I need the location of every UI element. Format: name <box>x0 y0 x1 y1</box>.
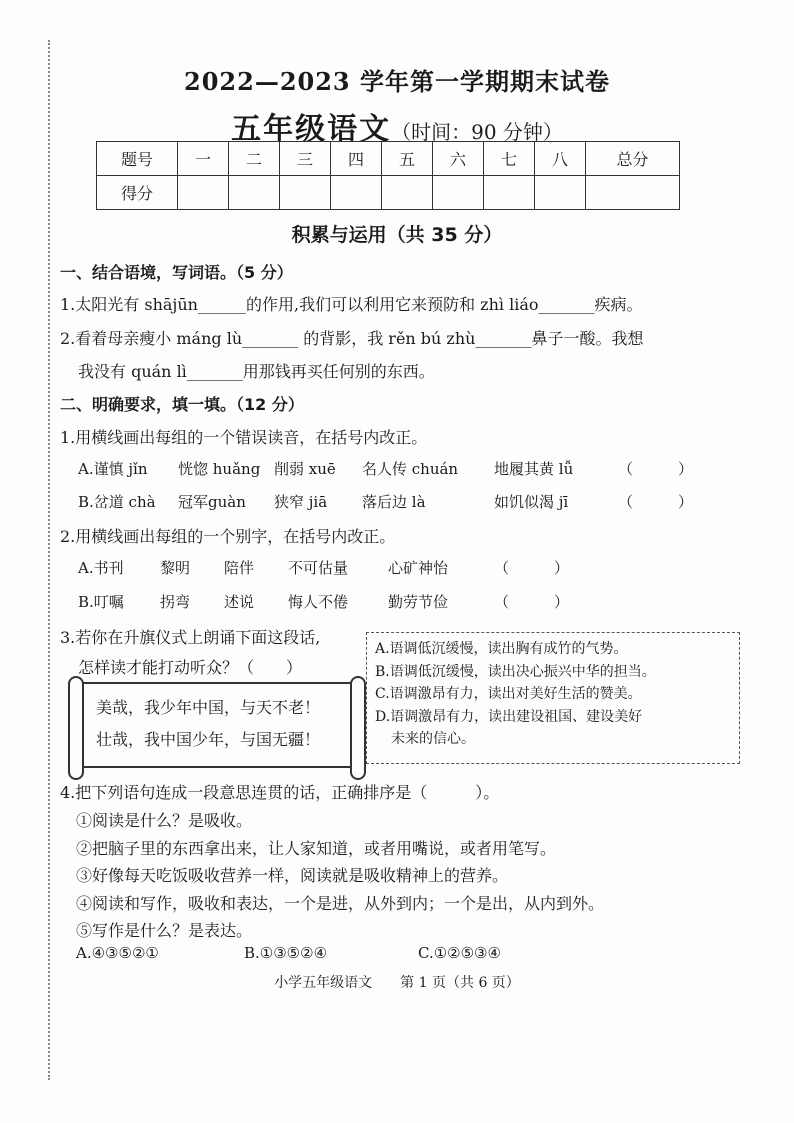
order-choices <box>76 944 501 962</box>
pinyin-item: 冠军guàn <box>178 493 246 511</box>
typo-item: B.叮嘱 <box>78 593 124 611</box>
section-title: 积累与运用（共 35 分） <box>291 224 503 246</box>
score-input-cell[interactable] <box>586 176 680 210</box>
part1-question-1: 1.太阳光有 shājūn______的作用,我们可以利用它来预防和 zhì liáo_______疾病。 <box>60 295 643 314</box>
option-b: B.语调低沉缓慢，读出决心振兴中华的担当。 <box>375 663 656 680</box>
part1-heading: 一、结合语境，写词语。（5 分） <box>60 263 293 282</box>
pinyin-item: 地履其黄 lǚ <box>494 460 574 478</box>
pinyin-item: 恍惚 huǎng <box>178 460 261 478</box>
part1-question-2-cont: 我没有 quán lì_______用那钱再买任何别的东西。 <box>78 362 435 381</box>
pinyin-item: 削弱 xuē <box>274 460 336 478</box>
score-table-cell: 六 <box>433 142 484 176</box>
typo-item: A.书刊 <box>78 559 124 577</box>
part2-heading: 二、明确要求，填一填。（12 分） <box>60 395 304 414</box>
score-table-cell: 五 <box>382 142 433 176</box>
typo-item: 述说 <box>224 593 255 611</box>
quote-line: 壮哉，我中国少年，与国无疆！ <box>96 730 321 749</box>
score-input-cell[interactable] <box>178 176 229 210</box>
typo-item: 不可估量 <box>288 559 349 577</box>
typo-item: 拐弯 <box>160 593 191 611</box>
order-choice-c: C.①②⑤③④ <box>418 944 501 962</box>
answer-bracket[interactable]: （ ） <box>618 493 694 511</box>
score-input-cell[interactable] <box>535 176 586 210</box>
part2-question-4: 4.把下列语句连成一段意思连贯的话，正确排序是（ ）。 <box>60 783 500 802</box>
scroll-left-roll <box>68 676 84 780</box>
score-table-cell: 总分 <box>586 142 680 176</box>
pinyin-row-b <box>78 491 693 512</box>
sentence-item: ③好像每天吃饭吸收营养一样，阅读就是吸收精神上的营养。 <box>76 866 509 885</box>
sentence-item: ②把脑子里的东西拿出来，让人家知道，或者用嘴说，或者用笔写。 <box>76 839 557 858</box>
score-table-cell: 八 <box>535 142 586 176</box>
answer-bracket[interactable]: （ ） <box>494 593 570 611</box>
pinyin-item: 狭窄 jiā <box>274 493 328 511</box>
pinyin-item: A.谨慎 jǐn <box>78 460 148 478</box>
option-c: C.语调激昂有力，读出对美好生活的赞美。 <box>375 686 642 702</box>
subject-label: 五年级语文 <box>231 112 392 147</box>
part2-question-2: 2.用横线画出每组的一个别字，在括号内改正。 <box>60 527 396 546</box>
score-input-cell[interactable] <box>382 176 433 210</box>
sentence-item: ①阅读是什么？是吸收。 <box>76 811 253 830</box>
answer-bracket[interactable]: （ ） <box>494 559 570 577</box>
score-input-cell[interactable] <box>331 176 382 210</box>
part1-question-2: 2.看着母亲瘦小 máng lù_______ 的背影，我 rěn bú zhù_______鼻子一酸。我想 <box>60 329 644 348</box>
part2-question-1: 1.用横线画出每组的一个错误读音，在括号内改正。 <box>60 428 428 447</box>
score-table-header-row <box>97 142 680 176</box>
score-table-cell: 七 <box>484 142 535 176</box>
sentence-item: ⑤写作是什么？是表达。 <box>76 921 253 940</box>
page-footer: 小学五年级语文 第 1 页（共 6 页） <box>274 975 520 991</box>
option-a: A.语调低沉缓慢，读出胸有成竹的气势。 <box>375 641 628 657</box>
score-input-cell[interactable] <box>280 176 331 210</box>
typo-row-b <box>78 591 569 612</box>
option-d: D.语调激昂有力，读出建设祖国、建设美好 <box>375 708 643 725</box>
score-table-score-row <box>97 176 680 210</box>
options-box <box>366 632 740 764</box>
pinyin-item: B.岔道 chà <box>78 493 156 511</box>
quote-line: 美哉，我少年中国，与天不老！ <box>96 698 321 717</box>
typo-item: 黎明 <box>160 559 191 577</box>
part2-question-3: 3.若你在升旗仪式上朗诵下面这段话, <box>60 628 321 647</box>
pinyin-item: 落后边 là <box>362 493 426 511</box>
part2-question-3-cont: 怎样读才能打动听众？（ ） <box>78 658 303 677</box>
score-input-cell[interactable] <box>433 176 484 210</box>
score-table-cell: 三 <box>280 142 331 176</box>
typo-item: 悔人不倦 <box>288 593 349 611</box>
pinyin-item: 如饥似渴 jī <box>494 493 569 511</box>
time-label: （时间：90 分钟） <box>391 120 563 144</box>
order-choice-a: A.④③⑤②① <box>76 944 159 962</box>
pinyin-item: 名人传 chuán <box>362 460 459 478</box>
quote-scroll <box>74 682 360 768</box>
exam-title: 2022—2023 学年第一学期期末试卷 <box>184 67 610 96</box>
option-d-cont: 未来的信心。 <box>391 731 475 747</box>
pinyin-row-a <box>78 458 693 479</box>
typo-item: 陪伴 <box>224 559 255 577</box>
score-table-cell: 二 <box>229 142 280 176</box>
typo-item: 勤劳节俭 <box>388 593 449 611</box>
score-table <box>96 141 680 210</box>
typo-row-a <box>78 557 569 578</box>
score-input-cell[interactable] <box>229 176 280 210</box>
score-row-label: 得分 <box>97 176 178 210</box>
score-input-cell[interactable] <box>484 176 535 210</box>
score-table-cell: 一 <box>178 142 229 176</box>
answer-bracket[interactable]: （ ） <box>618 460 694 478</box>
binding-dotted-line <box>48 40 50 1080</box>
sentence-item: ④阅读和写作，吸收和表达，一个是进，从外到内；一个是出，从内到外。 <box>76 894 605 913</box>
score-table-cell: 四 <box>331 142 382 176</box>
order-choice-b: B.①③⑤②④ <box>244 944 328 962</box>
score-table-cell: 题号 <box>97 142 178 176</box>
scroll-right-roll <box>350 676 366 780</box>
typo-item: 心矿神怡 <box>388 559 449 577</box>
